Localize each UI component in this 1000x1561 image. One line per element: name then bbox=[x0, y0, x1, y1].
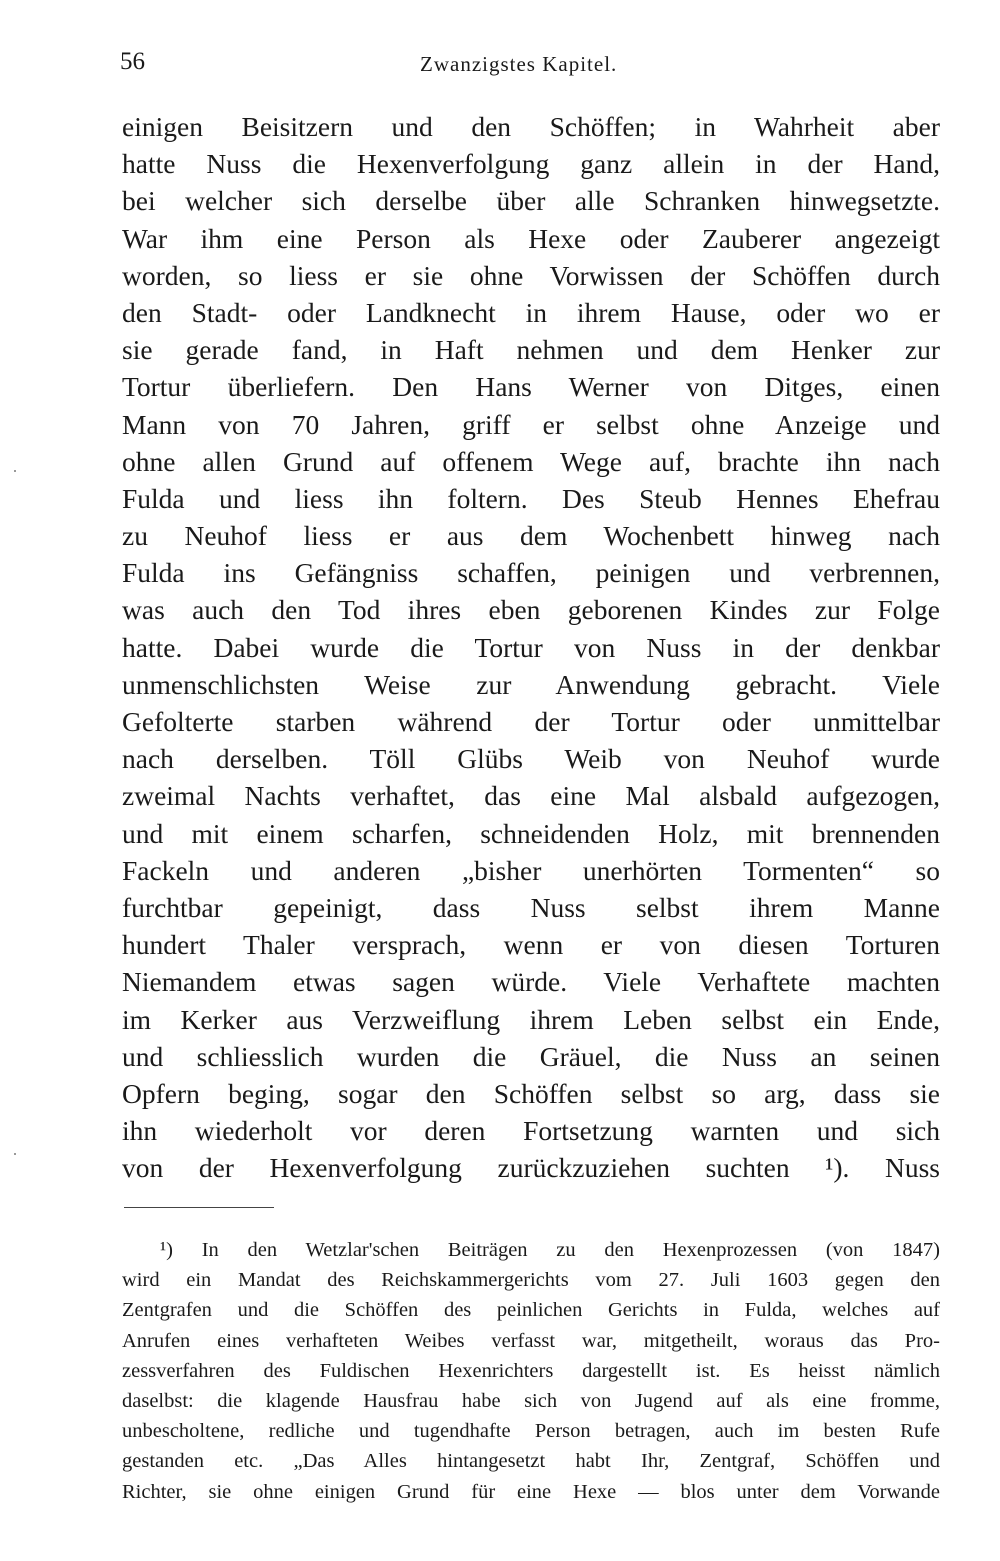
footnote-line: Zentgrafen und die Schöffen des peinlichen Gerichts in Fulda, welches auf bbox=[122, 1299, 940, 1322]
text-line: War ihm eine Person als Hexe oder Zauberer angezeigt bbox=[122, 222, 940, 254]
text-line: bei welcher sich derselbe über alle Schranken hinwegsetzte. bbox=[122, 185, 940, 217]
footnote-line: Richter, sie ohne einigen Grund für eine Hexe — blos unter dem Vorwande bbox=[122, 1480, 940, 1503]
text-line: furchtbar gepeinigt, dass Nuss selbst ihrem Manne bbox=[122, 891, 940, 923]
footnote-line: ¹) In den Wetzlar'schen Beiträgen zu den Hexenprozessen (von 1847) bbox=[160, 1239, 940, 1261]
text-line: ohne allen Grund auf offenem Wege auf, brachte ihn nach bbox=[122, 445, 940, 477]
text-line: hundert Thaler versprach, wenn er von diesen Torturen bbox=[122, 929, 940, 961]
text-line: Fulda und liess ihn foltern. Des Steub Hennes Ehefrau bbox=[122, 482, 940, 514]
text-line: unmenschlichsten Weise zur Anwendung gebracht. Viele bbox=[122, 668, 940, 700]
text-line: hatte Nuss die Hexenverfolgung ganz allein in der Hand, bbox=[122, 148, 940, 180]
text-line: zweimal Nachts verhaftet, das eine Mal alsbald aufgezogen, bbox=[122, 780, 940, 812]
main-text bbox=[122, 108, 940, 1186]
footnote-line: unbescholtene, redliche und tugendhafte Person betragen, auch im besten Rufe bbox=[122, 1420, 940, 1443]
text-line: Gefolterte starben während der Tortur oder unmittelbar bbox=[122, 706, 940, 737]
text-line: was auch den Tod ihres eben geborenen Kindes zur Folge bbox=[122, 594, 940, 626]
text-line: Mann von 70 Jahren, griff er selbst ohne Anzeige und bbox=[122, 408, 940, 440]
text-line: im Kerker aus Verzweiflung ihrem Leben selbst ein Ende, bbox=[122, 1003, 940, 1035]
text-line: und schliesslich wurden die Gräuel, die Nuss an seinen bbox=[122, 1040, 940, 1072]
text-line: hatte. Dabei wurde die Tortur von Nuss in der denkbar bbox=[122, 631, 940, 663]
footnote-line: gestanden etc. „Das Alles hintangesetzt habt Ihr, Zentgraf, Schöffen und bbox=[122, 1450, 940, 1473]
text-line: von der Hexenverfolgung zurückzuziehen suchten ¹). Nuss bbox=[122, 1152, 940, 1184]
text-line: Opfern beging, sogar den Schöffen selbst so arg, dass sie bbox=[122, 1077, 940, 1109]
text-line: Fulda ins Gefängniss schaffen, peinigen und verbrennen, bbox=[122, 557, 940, 589]
text-line: den Stadt- oder Landknecht in ihrem Hause, oder wo er bbox=[122, 296, 940, 328]
text-line: sie gerade fand, in Haft nehmen und dem Henker zur bbox=[122, 334, 940, 366]
text-line: und mit einem scharfen, schneidenden Holz, mit brennenden bbox=[122, 817, 940, 849]
scan-speck bbox=[14, 470, 16, 472]
page-number: 56 bbox=[120, 48, 145, 75]
scan-speck bbox=[14, 1153, 16, 1155]
footnote-line: zessverfahren des Fuldischen Hexenrichters dargestellt ist. Es heisst nämlich bbox=[122, 1359, 940, 1382]
footnote-line: Anrufen eines verhafteten Weibes verfasst war, mitgetheilt, woraus das Pro- bbox=[122, 1329, 940, 1352]
running-head: Zwanzigstes Kapitel. bbox=[420, 52, 618, 76]
text-line: worden, so liess er sie ohne Vorwissen der Schöffen durch bbox=[122, 259, 940, 291]
page-header bbox=[120, 40, 940, 80]
text-line: zu Neuhof liess er aus dem Wochenbett hinweg nach bbox=[122, 520, 940, 552]
text-line: Fackeln und anderen „bisher unerhörten Tormenten“ so bbox=[122, 854, 940, 886]
text-line: einigen Beisitzern und den Schöffen; in Wahrheit aber bbox=[122, 111, 940, 142]
text-line: Niemandem etwas sagen würde. Viele Verhaftete machten bbox=[122, 966, 940, 998]
text-line: Tortur überliefern. Den Hans Werner von Ditges, einen bbox=[122, 371, 940, 403]
footnote bbox=[122, 1235, 940, 1507]
text-line: ihn wiederholt vor deren Fortsetzung warnten und sich bbox=[122, 1115, 940, 1147]
footnote-line: wird ein Mandat des Reichskammergerichts vom 27. Juli 1603 gegen den bbox=[122, 1269, 940, 1292]
footnote-separator bbox=[124, 1207, 274, 1208]
text-line: nach derselben. Töll Glübs Weib von Neuhof wurde bbox=[122, 743, 940, 775]
footnote-line: daselbst: die klagende Hausfrau habe sich von Jugend auf als eine fromme, bbox=[122, 1389, 940, 1412]
